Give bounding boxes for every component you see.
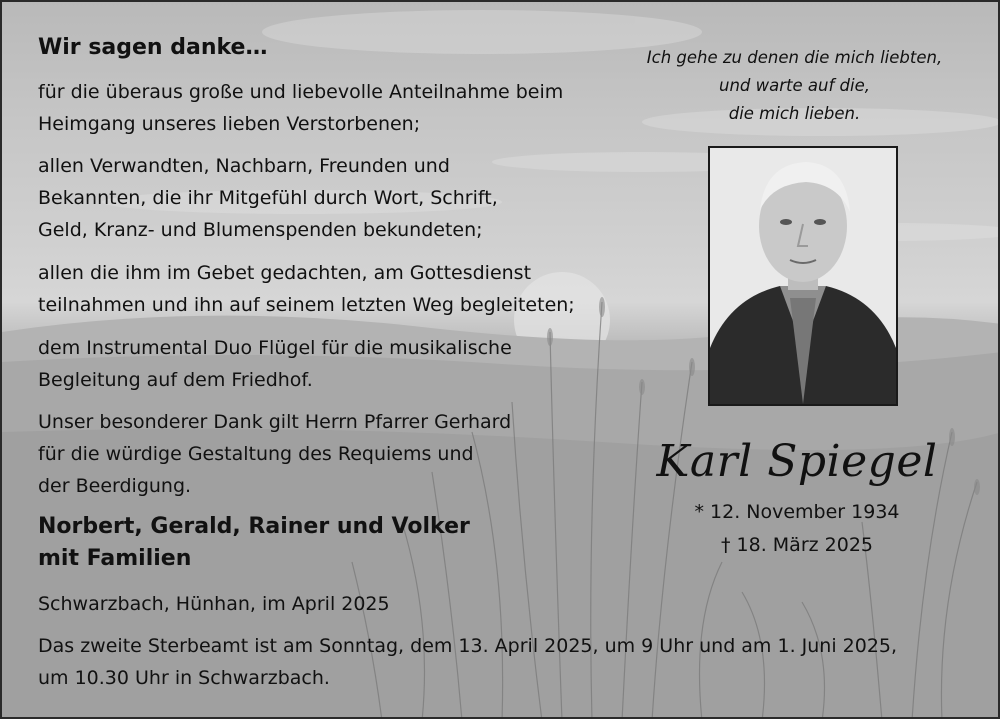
place-date: Schwarzbach, Hünhan, im April 2025 <box>38 593 390 615</box>
paragraph-line: teilnahmen und ihn auf seinem letzten Weg begleiteten; <box>38 294 575 316</box>
motto-line: die mich lieben. <box>728 104 861 123</box>
life-dates <box>642 496 952 562</box>
paragraph-line: allen Verwandten, Nachbarn, Freunden und <box>38 155 450 177</box>
paragraph-line: Begleitung auf dem Friedhof. <box>38 369 313 391</box>
paragraph-line: allen die ihm im Gebet gedachten, am Gottesdienst <box>38 262 532 284</box>
paragraph-gebet <box>38 257 575 321</box>
portrait-photo <box>708 146 898 406</box>
paragraph-line: dem Instrumental Duo Flügel für die musikalische <box>38 337 512 359</box>
service-notice-line: Das zweite Sterbeamt ist am Sonntag, dem 13. April 2025, um 9 Uhr und am 1. Juni 2025, <box>38 635 898 657</box>
paragraph-verwandte <box>38 150 498 246</box>
motto-line: und warte auf die, <box>719 76 870 95</box>
thanks-heading: Wir sagen danke… <box>38 35 268 60</box>
paragraph-line: der Beerdigung. <box>38 475 192 497</box>
paragraph-line: für die überaus große und liebevolle Anteilnahme beim <box>38 81 564 103</box>
service-notice <box>38 630 897 694</box>
paragraph-line: für die würdige Gestaltung des Requiems und <box>38 443 474 465</box>
family-names-line: Norbert, Gerald, Rainer und Volker <box>38 514 470 539</box>
paragraph-anteilnahme <box>38 76 563 140</box>
motto-line: Ich gehe zu denen die mich liebten, <box>646 48 943 67</box>
paragraph-pfarrer <box>38 406 511 502</box>
birth-date: * 12. November 1934 <box>694 501 900 523</box>
paragraph-line: Unser besonderer Dank gilt Herrn Pfarrer Gerhard <box>38 411 512 433</box>
paragraph-musik <box>38 332 512 396</box>
family-names-line: mit Familien <box>38 546 192 571</box>
service-notice-line: um 10.30 Uhr in Schwarzbach. <box>38 667 330 689</box>
paragraph-line: Bekannten, die ihr Mitgefühl durch Wort, Schrift, <box>38 187 498 209</box>
paragraph-line: Heimgang unseres lieben Verstorbenen; <box>38 113 421 135</box>
death-date: † 18. März 2025 <box>720 534 873 556</box>
family-names <box>38 511 470 575</box>
portrait-illustration <box>710 148 896 404</box>
deceased-name: Karl Spiegel <box>656 436 938 487</box>
paragraph-line: Geld, Kranz- und Blumenspenden bekundeten; <box>38 219 483 241</box>
motto-quote <box>602 44 987 128</box>
